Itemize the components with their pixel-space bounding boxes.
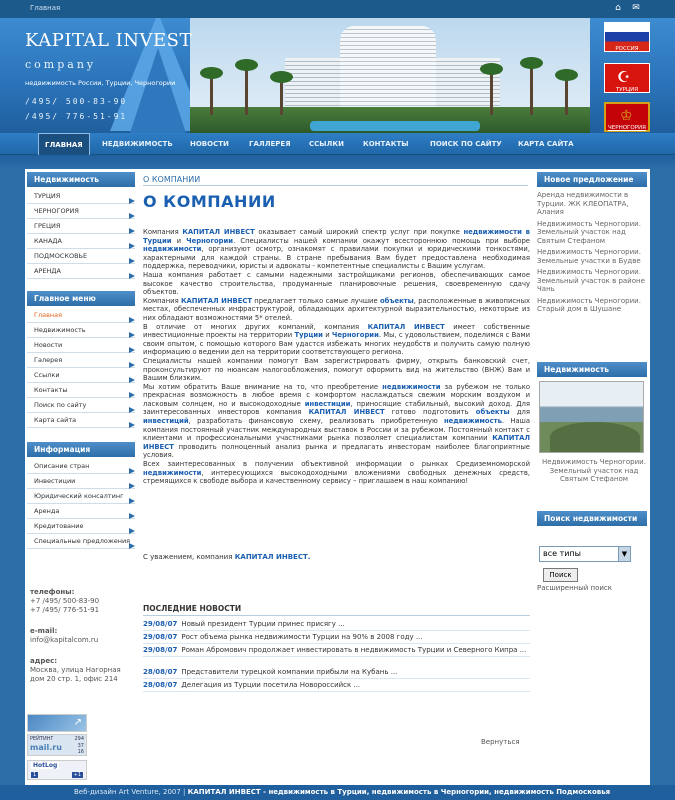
info-item-credit[interactable]: Кредитование: [27, 519, 135, 534]
nav-news[interactable]: НОВОСТИ: [190, 140, 229, 148]
mail-ru-label: mail.ru: [30, 743, 62, 752]
news-title: ПОСЛЕДНИЕ НОВОСТИ: [143, 604, 242, 613]
info-list: [27, 459, 135, 549]
main-nav: [0, 133, 675, 155]
keyword-link[interactable]: недвижимости: [382, 382, 441, 391]
mail-icon[interactable]: ✉: [632, 3, 640, 13]
keyword-link[interactable]: КАПИТАЛ ИНВЕСТ: [182, 228, 255, 236]
keyword-link[interactable]: недвижимости: [143, 245, 202, 254]
type-select[interactable]: [539, 546, 631, 562]
realty-box-title: Недвижимость: [27, 172, 135, 187]
contact-phone-1: +7 /495/ 500-83-90: [30, 597, 100, 605]
hotlog-counter[interactable]: [27, 760, 87, 780]
menu-box-title: Главное меню: [27, 291, 135, 306]
brand-tagline: недвижимость России, Турции, Черногории: [25, 79, 176, 87]
realty-photo[interactable]: [539, 381, 644, 453]
offer-link[interactable]: Недвижимость Черногории. Земельный участок в районе Чань: [537, 268, 645, 293]
nav-gallery[interactable]: ГАЛЛЕРЕЯ: [249, 140, 291, 148]
address-label: адрес:: [30, 657, 58, 665]
photo-caption[interactable]: Недвижимость Черногории. Земельный участок над Святым Стефаном: [542, 458, 646, 483]
email-link[interactable]: info@kapitalcom.ru: [30, 636, 99, 644]
flag-russia-label: РОССИЯ: [615, 46, 639, 52]
article-paragraph: Компания КАПИТАЛ ИНВЕСТ оказывает самый широкий спектр услуг при покупке недвижимости в Турции и Черногории. Специалисты нашей компании окажут всестороннюю помощь при выборе недвижимости, организуют осмотр, ознакомят с правилами покупки и юридическими тонкостями, характерными для каждой страны. В стране пребывания Вам будет предоставлена необходимая поддержка, переводчики, юристы и адвокаты - компетентные специалисты с Вашим услугам.: [143, 228, 530, 271]
flag-montenegro-label: ЧЕРНОГОРИЯ: [608, 125, 646, 131]
search-box: [537, 511, 647, 526]
nav-links[interactable]: ССЫЛКИ: [309, 140, 344, 148]
type-select-value: все типы: [543, 549, 581, 558]
keyword-link[interactable]: Турции: [294, 331, 323, 340]
flag-turkey-label: ТУРЦИЯ: [615, 87, 639, 93]
realty-item-greece[interactable]: ГРЕЦИЯ: [27, 219, 135, 234]
keyword-link[interactable]: КАПИТАЛ ИНВЕСТ: [180, 296, 252, 305]
top-home-link[interactable]: Главная: [30, 4, 61, 12]
footer-text: КАПИТАЛ ИНВЕСТ - недвижимость в Турции, недвижимость в Черногории, недвижимость Подмосковья: [187, 788, 611, 796]
menu-item-sitemap[interactable]: Карта сайта: [27, 413, 135, 428]
info-item-special[interactable]: Специальные предложения: [27, 534, 135, 549]
left-sidebar: [27, 172, 135, 549]
rating-value-2: 37: [77, 743, 84, 749]
email-label: e-mail:: [30, 627, 58, 635]
realty-item-moscow-region[interactable]: ПОДМОСКОВЬЕ: [27, 249, 135, 264]
realty-item-montenegro[interactable]: ЧЕРНОГОРИЯ: [27, 204, 135, 219]
news-date: 29/08/07: [143, 620, 178, 628]
header-phone-2: /495/ 776-51-91: [25, 112, 128, 121]
signature-prefix: С уважением, компания: [143, 553, 233, 561]
home-icon[interactable]: ⌂: [615, 3, 621, 13]
eagle-icon: ♔: [620, 108, 633, 124]
keyword-link[interactable]: КАПИТАЛ ИНВЕСТ: [308, 408, 385, 417]
news-date: 28/08/07: [143, 668, 178, 676]
search-box-title: Поиск недвижимости: [537, 511, 647, 526]
menu-item-contacts[interactable]: Контакты: [27, 383, 135, 398]
phones-label: телефоны:: [30, 588, 75, 596]
rating-label: РЕЙТИНГ: [30, 736, 54, 742]
page-title: О КОМПАНИИ: [143, 192, 276, 211]
nav-realty[interactable]: НЕДВИЖИМОСТЬ: [102, 140, 173, 148]
contact-phone-2: +7 /495/ 776-51-91: [30, 606, 100, 614]
contact-email: [30, 627, 98, 645]
info-item-investments[interactable]: Инвестиции: [27, 474, 135, 489]
contact-address: [30, 657, 121, 684]
signature-company[interactable]: КАПИТАЛ ИНВЕСТ.: [234, 553, 311, 561]
realty-item-rent[interactable]: АРЕНДА: [27, 264, 135, 279]
keyword-link[interactable]: КАПИТАЛ ИНВЕСТ: [367, 322, 445, 331]
info-box-title: Информация: [27, 442, 135, 457]
info-item-rent[interactable]: Аренда: [27, 504, 135, 519]
keyword-link[interactable]: Черногории: [186, 236, 234, 245]
keyword-link[interactable]: недвижимости в Турции: [143, 228, 530, 245]
flag-turkey[interactable]: [604, 63, 650, 93]
news-item[interactable]: [143, 633, 533, 642]
hotlog-label: HotLog: [33, 762, 58, 769]
main-menu-list: [27, 308, 135, 428]
logo-shape-inner: [130, 48, 186, 133]
flag-montenegro[interactable]: [604, 102, 650, 132]
menu-item-links[interactable]: Ссылки: [27, 368, 135, 383]
footer-credit[interactable]: Веб-дизайн Art Venture, 2007 |: [74, 788, 186, 796]
news-text[interactable]: Роман Абромович продолжает инвестировать в недвижимость Турции и Северного Кипра ...: [181, 646, 527, 654]
header: [0, 18, 675, 133]
hotlog-value-1: 1: [33, 772, 37, 778]
realty-photo-box: [537, 362, 647, 377]
menu-item-news[interactable]: Новости: [27, 338, 135, 353]
news-item[interactable]: [143, 668, 533, 677]
breadcrumb[interactable]: О КОМПАНИИ: [143, 175, 201, 184]
realty-photo-title: Недвижимость: [537, 362, 647, 377]
hotlog-value-2: +1: [73, 772, 81, 778]
rating-value-3: 16: [77, 749, 84, 755]
divider: [143, 615, 530, 616]
address-line-2: дом 20 стр. 1, офис 214: [30, 675, 118, 683]
realty-item-turkey[interactable]: ТУРЦИЯ: [27, 189, 135, 204]
brand-title: KAPITAL INVEST: [25, 30, 192, 51]
menu-item-gallery[interactable]: Галерея: [27, 353, 135, 368]
counter-banner[interactable]: [27, 714, 87, 732]
news-date: 29/08/07: [143, 646, 178, 654]
realty-list: [27, 189, 135, 279]
keyword-link[interactable]: КАПИТАЛ ИНВЕСТ: [143, 434, 530, 451]
info-item-legal[interactable]: Юридический консалтинг: [27, 489, 135, 504]
keyword-link[interactable]: недвижимость: [443, 417, 502, 426]
news-item[interactable]: [143, 646, 533, 655]
offer-link[interactable]: Недвижимость Черногории. Земельный участок над Святым Стефаном: [537, 219, 641, 245]
article-body: [143, 228, 530, 486]
article-paragraph: Мы хотим обратить Ваше внимание на то, что преобретение недвижимости за рубежом не только прекрасная возможность в любое время с комфортом наслаждаться свежим морским воздухом и ласковым солнцем, но и высокодоходные инвестиции, приносящие стабильный, высокий доход. Для заинтересованных инвесторов компания КАПИТАЛ ИНВЕСТ готово подготовить объекты для инвестиций, разработать финансовую схему, реализовать приобретенную недвижимость. Наша компания постоянный участник международных выставок в России и за рубежом. Постоянный контакт с клиентами и профессиональными участниками рынка позволяет специалистам компании КАПИТАЛ ИНВЕСТ проводить полноценный анализ рынка и предлагать инвесторам наиболее благоприятные условия.: [143, 382, 530, 460]
chevron-down-icon[interactable]: ▼: [618, 547, 630, 561]
nav-contacts[interactable]: КОНТАКТЫ: [363, 140, 409, 148]
header-photo: [190, 18, 590, 133]
right-sidebar: [537, 172, 647, 314]
address-line-1: Москва, улица Нагорная: [30, 666, 121, 674]
back-link[interactable]: Вернуться: [481, 738, 520, 746]
divider: [143, 185, 528, 186]
keyword-link[interactable]: инвестиций: [143, 417, 189, 426]
new-offer-title: Новое предложение: [537, 172, 647, 187]
article-paragraph: В отличие от многих других компаний, компания КАПИТАЛ ИНВЕСТ имеет собственные инвестиционные проекты на территории Турции и Черногории. Мы, с удовольствием, поделимся с Вами своим опытом, с помощью которого Вам удастся избежать многих неудобств и получить самую полную информацию о ведении дел на территории соответствующего региона.: [143, 322, 530, 357]
nav-search[interactable]: ПОИСК ПО САЙТУ: [430, 140, 502, 148]
rating-value-1: 294: [74, 736, 84, 742]
keyword-link[interactable]: объекты: [379, 296, 414, 305]
footer: [0, 785, 675, 800]
offer-link[interactable]: Аренда недвижимости в Турции. ЖК КЛЕОПАТРА, Алания: [537, 191, 629, 216]
news-item[interactable]: [143, 620, 533, 629]
brand-subtitle: company: [25, 58, 97, 71]
news-date: 28/08/07: [143, 681, 178, 689]
offer-link[interactable]: Недвижимость Черногории. Старый дом в Шушане: [537, 296, 641, 313]
news-text[interactable]: Представители турецкой компании прибыли на Кубань ...: [181, 668, 398, 676]
flag-russia[interactable]: [604, 22, 650, 52]
signature: [143, 553, 310, 561]
news-item[interactable]: [143, 681, 533, 690]
contact-phones: [30, 588, 99, 615]
search-button[interactable]: Поиск: [543, 568, 578, 582]
nav-sitemap[interactable]: КАРТА САЙТА: [518, 140, 574, 148]
arrow-icon: ↗: [73, 717, 82, 728]
news-date: 29/08/07: [143, 633, 178, 641]
menu-item-realty[interactable]: Недвижимость: [27, 323, 135, 338]
article-paragraph: Компания КАПИТАЛ ИНВЕСТ предлагает только самые лучшие объекты, расположенные в живописных местах, обеспеченных инфраструктурой, обладающих архитектурной выразительностью, некоторые из них обладают возможностями 5* отелей.: [143, 296, 530, 322]
article-paragraph: Всех заинтересованных в получении объективной информации о рынках Средиземноморской недвижимости, интересующихся высокодоходными вложениями свободных денежных средств, стремящихся к свободе выбора и качественному сервису – приглашаем в наш компанию!: [143, 460, 530, 486]
keyword-link[interactable]: объекты: [475, 408, 510, 417]
header-phone-1: /495/ 500-83-90: [25, 97, 128, 106]
realty-item-canada[interactable]: КАНАДА: [27, 234, 135, 249]
info-item-countries[interactable]: Описание стран: [27, 459, 135, 474]
menu-item-search[interactable]: Поиск по сайту: [27, 398, 135, 413]
menu-item-home[interactable]: Главная: [27, 308, 135, 323]
offer-link[interactable]: Недвижимость Черногории. Земельные участки в Будве: [537, 248, 641, 265]
news-text[interactable]: Новый президент Турции принес присягу ...: [181, 620, 345, 628]
news-text[interactable]: Рост объема рынка недвижимости Турции на 90% в 2008 году ...: [181, 633, 423, 641]
nav-home[interactable]: ГЛАВНАЯ: [38, 133, 90, 155]
advanced-search-link[interactable]: Расширенный поиск: [537, 584, 613, 592]
article-paragraph: Наша компания работает с самыми надежными застройщиками регионов, обеспечивающих самое высокое качество строительства, продуманные планировочные решения, своевременную сдачу объектов.: [143, 270, 530, 297]
keyword-link[interactable]: недвижимости: [143, 468, 202, 477]
news-text[interactable]: Делегация из Турции посетила Новороссийск ...: [181, 681, 361, 689]
article-paragraph: Специалисты нашей компании помогут Вам зарегистрировать фирму, открыть банковский счет, проконсультируют по нюансам налогообложения, помогут оформить вид на жительство (ВНЖ) Вам и Вашим близким.: [143, 356, 530, 383]
keyword-link[interactable]: Черногории: [331, 331, 379, 340]
crescent-icon: ☪: [617, 68, 631, 86]
keyword-link[interactable]: инвестиции: [304, 399, 351, 408]
top-bar: [0, 0, 675, 18]
rating-counter[interactable]: [27, 734, 87, 756]
